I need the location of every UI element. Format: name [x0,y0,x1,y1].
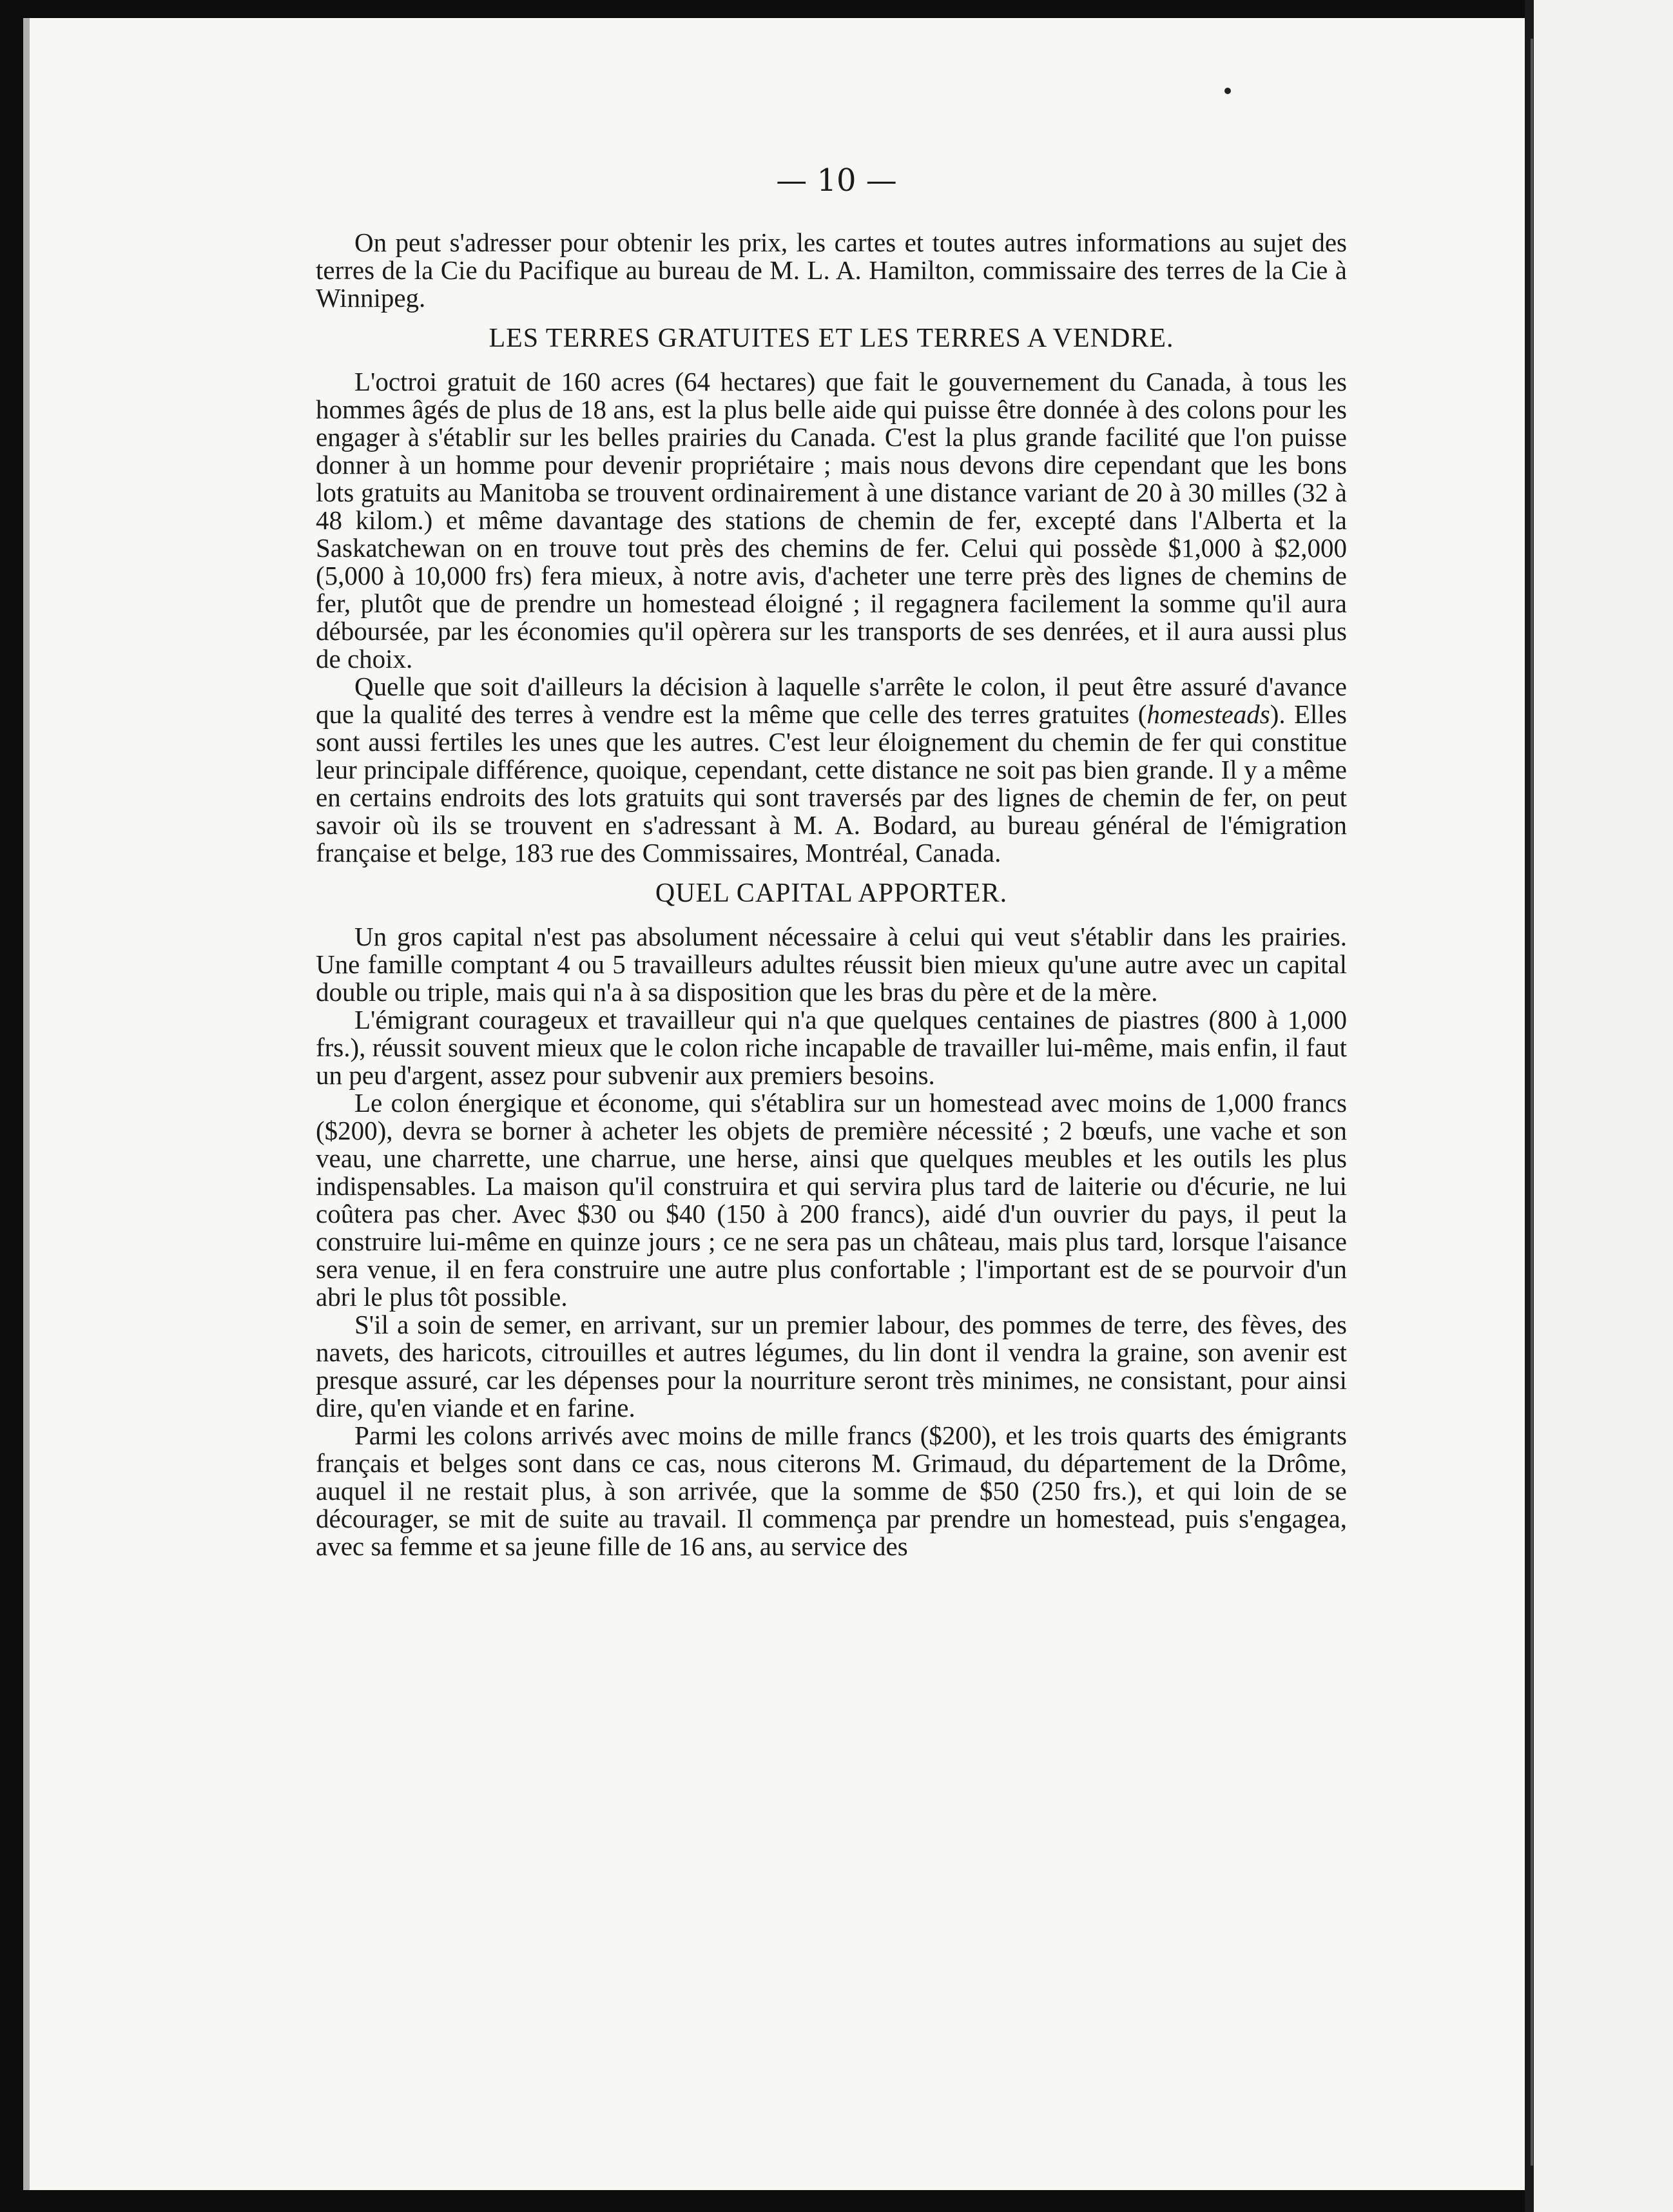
paragraph-colon-energique: Le colon énergique et économe, qui s'établira sur un homestead avec moins de 1,000 francs ($200), devra se borner à acheter les objets de première nécessité ; 2 bœufs, une vache et son veau, une charrette, une charrue, une herse, ainsi que quelques meubles et les outils les plus indispensables. La maison qu'il construira et qui servira plus tard de laiterie ou d'écurie, ne lui coûtera pas cher. Avec $30 ou $40 (150 à 200 francs), aidé d'un ouvrier du pays, il peut la construire lui-même en quinze jours ; ce ne sera pas un château, mais plus tard, lorsque l'aisance sera venue, il en fera construire une autre plus confortable ; l'important est de se pourvoir d'un abri le plus tôt possible. [316,1088,1347,1312]
intro-paragraph: On peut s'adresser pour obtenir les prix, les cartes et toutes autres informations au sujet des terres de la Cie du Pacifique au bureau de M. L. A. Hamilton, commissaire des terres de la Cie à Winnipeg. [316,228,1347,313]
ink-speck [1224,88,1231,94]
paragraph-decision-part2: ). Elles sont aussi fertiles les unes que les autres. C'est leur éloignement du chemin de fer qui constitue leur principale différence, quoique, cependant, cette distance ne soit pas bien grande. Il y a même en certains endroits des lots gratuits qui sont traversés par des lignes de chemin de fer, on peut savoir où ils se trouvent en s'adressant à M. A. Bodard, au bureau général de l'émigration française et belge, 183 rue des Commissaires, Montréal, Canada. [316,699,1347,868]
paragraph-decision [316,673,1347,867]
homesteads-italic: homesteads [1146,699,1270,729]
paragraph-octroi: L'octroi gratuit de 160 acres (64 hectares) que fait le gouvernement du Canada, à tous les hommes âgés de plus de 18 ans, est la plus belle aide qui puisse être donnée à des colons pour les engager à s'établir sur les belles prairies du Canada. C'est la plus grande facilité que l'on puisse donner à un homme pour devenir propriétaire ; mais nous devons dire cependant que les bons lots gratuits au Manitoba se trouvent ordinairement à une distance variant de 20 à 30 milles (32 à 48 kilom.) et même davantage des stations de chemin de fer, excepté dans l'Alberta et la Saskatchewan on en trouve tout près des chemins de fer. Celui qui possède $1,000 à $2,000 (5,000 à 10,000 frs) fera mieux, à notre avis, d'acheter une terre près des lignes de chemins de fer, plutôt que de prendre un homestead éloigné ; il regagnera facilement la somme qu'il aura déboursée, par les économies qu'il opèrera sur les transports de ses denrées, et il aura aussi plus de choix. [316,367,1347,674]
section-heading-capital: QUEL CAPITAL APPORTER. [655,878,1008,908]
paragraph-decision-part1: Quelle que soit d'ailleurs la décision à laquelle s'arrête le colon, il peut être assuré d'avance que la qualité des terres à vendre est la même que celle des terres gratuites ( [316,672,1347,729]
section-heading-terres: LES TERRES GRATUITES ET LES TERRES A VENDRE. [488,324,1174,353]
paragraph-emigrant: L'émigrant courageux et travailleur qui n'a que quelques centaines de piastres (800 à 1,000 frs.), réussit souvent mieux que le colon riche incapable de travailler lui-même, mais enfin, il faut un peu d'argent, assez pour subvenir aux premiers besoins. [316,1005,1347,1090]
paragraph-semer: S'il a soin de semer, en arrivant, sur un premier labour, des pommes de terre, des fèves, des navets, des haricots, citrouilles et autres légumes, du lin dont il vendra la graine, son avenir est presque assuré, car les dépenses pour la nourriture seront très minimes, ne consistant, pour ainsi dire, qu'en viande et en farine. [316,1310,1347,1422]
page-left-edge [23,18,30,2190]
facing-page-edge [1525,0,1673,2212]
paragraph-gros-capital: Un gros capital n'est pas absolument nécessaire à celui qui veut s'établir dans les prairies. Une famille comptant 4 ou 5 travailleurs adultes réussit bien mieux qu'une autre avec un capital double ou triple, mais qui n'a à sa disposition que les bras du père et de la mère. [316,922,1347,1007]
binding-line [1531,39,1533,2166]
paragraph-grimaud: Parmi les colons arrivés avec moins de mille francs ($200), et les trois quarts des émigrants français et belges sont dans ce cas, nous citerons M. Grimaud, du département de la Drôme, auquel il ne restait plus, à son arrivée, que la somme de $50 (250 frs.), et qui loin de se décourager, se mit de suite au travail. Il commença par prendre un homestead, puis s'engagea, avec sa femme et sa jeune fille de 16 ans, au service des [316,1421,1347,1561]
page-body [316,229,1347,1560]
page-number: — 10 — [776,162,897,199]
